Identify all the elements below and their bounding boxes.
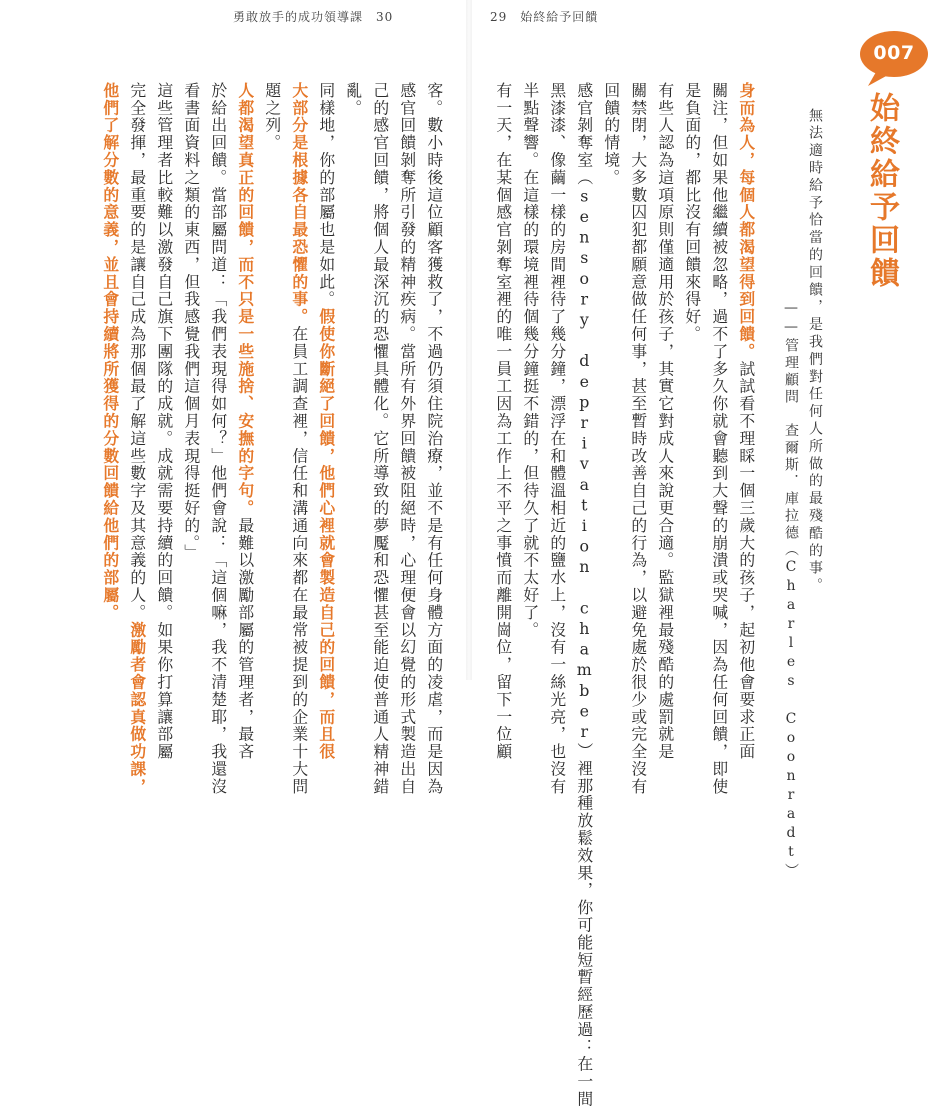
text-column xyxy=(264,82,280,672)
chapter-number-badge xyxy=(858,28,930,88)
body-text: 最難以激勵部屬的管理者，最吝 xyxy=(235,517,255,761)
highlighted-text: 假使你斷絕了回饋，他們心裡就會製造自己的回饋，而且很 xyxy=(316,308,336,761)
body-text: 題之列。 xyxy=(262,82,282,152)
text-column xyxy=(628,82,648,796)
text-column xyxy=(424,82,444,796)
text-column xyxy=(370,82,390,796)
text-column xyxy=(574,82,594,1108)
text-column xyxy=(493,82,513,761)
text-column xyxy=(397,82,417,796)
text-column xyxy=(316,82,336,761)
body-text: 這些管理者比較難以激發自己旗下團隊的成就。成就需要持續的回饋。如果你打算讓部屬 xyxy=(154,82,174,761)
body-text: 關注，但如果他繼續被忽略，過不了多久你就會聽到大聲的崩潰或哭喊，因為任何回饋，即使 xyxy=(709,82,729,796)
body-text: 在員工調查裡，信任和溝通向來都在最常被提到的企業十大問 xyxy=(289,325,309,796)
chapter-number: 007 xyxy=(873,42,915,64)
body-text: 客。數小時後這位顧客獲救了，不過仍須住院治療，並不是有任何身體方面的凌虐，而是因為 xyxy=(424,82,444,796)
highlighted-text: 人都渴望真正的回饋，而不只是一些施捨、安撫的字句。 xyxy=(235,82,255,517)
body-text: 有一天，在某個感官剝奪室裡的唯一員工因為工作上不平之事憤而離開崗位，留下一位顧 xyxy=(493,82,513,761)
epigraph-attribution: ——管理顧問 查爾斯．庫拉德（Charles Coonradt） xyxy=(783,300,799,880)
text-column xyxy=(102,82,118,672)
body-text: 同樣地，你的部屬也是如此。 xyxy=(316,82,336,309)
body-text: 己的感官回饋，將個人最深沉的恐懼具體化。它所導致的夢魘和恐懼甚至能迫使普通人精神錯 xyxy=(370,82,390,796)
running-head-right: 29 始終給予回饋 xyxy=(490,10,599,24)
text-column xyxy=(345,82,361,672)
body-text: 於給出回饋。當部屬問道：「我們表現得如何？」他們會說：「這個嘛，我不清楚耶，我還沒 xyxy=(208,82,228,796)
text-column xyxy=(736,82,756,761)
text-column xyxy=(154,82,174,761)
highlighted-text: 身而為人，每個人都渴望得到回饋。 xyxy=(736,82,756,361)
chapter-title: 始終給予回饋 xyxy=(864,92,899,290)
body-text: 半點聲響。在這樣的環境裡待個幾分鐘挺不錯的，但待久了就不太好了。 xyxy=(520,82,540,639)
body-text: 黑漆漆、像繭一樣的房間裡待了幾分鐘，漂浮在和體溫相近的鹽水上，沒有一絲光亮，也沒有 xyxy=(547,82,567,796)
running-head-left: 勇敢放手的成功領導課 30 xyxy=(233,10,394,24)
text-column xyxy=(684,82,700,672)
highlighted-text: 他們了解分數的意義，並且會持續將所獲得的分數回饋給他們的部屬。 xyxy=(100,82,120,622)
text-column xyxy=(655,82,675,761)
body-text: 感官剝奪室（sensory deprivation chamber）裡那種放鬆效果，你可能短暫經歷過：在一間 xyxy=(574,82,594,1108)
body-text: 是負面的，都比沒有回饋來得好。 xyxy=(682,82,702,343)
body-text: 亂。 xyxy=(343,82,363,117)
highlighted-text: 大部分是根據各自最恐懼的事。 xyxy=(289,82,309,326)
text-column xyxy=(603,82,619,672)
text-column xyxy=(547,82,567,796)
body-text: 回饋的情境。 xyxy=(601,82,621,187)
body-text: 看書面資料之類的東西，但我感覺我們這個月表現得挺好的。」 xyxy=(181,82,201,562)
body-text: 有些人認為這項原則僅適用於孩子，其實它對成人來說更合適。監獄裡最殘酷的處罰就是 xyxy=(655,82,675,761)
highlighted-text: 激勵者會認真做功課， xyxy=(127,621,147,796)
text-column xyxy=(235,82,255,761)
body-text: 試試看不理睬一個三歲大的孩子，起初他會要求正面 xyxy=(736,360,756,761)
body-text: 感官回饋剝奪所引發的精神疾病。當所有外界回饋被阻絕時，心理便會以幻覺的形式製造出自 xyxy=(397,82,417,796)
text-column xyxy=(208,82,228,796)
text-column xyxy=(127,82,147,796)
text-column xyxy=(289,82,309,796)
page-gutter xyxy=(466,0,472,680)
epigraph-quote: 無法適時給予恰當的回饋，是我們對任何人所做的最殘酷的事。 xyxy=(807,108,823,596)
body-text: 完全發揮，最重要的是讓自己成為那個最了解這些數字及其意義的人。 xyxy=(127,82,147,622)
text-column xyxy=(183,82,199,672)
text-column xyxy=(709,82,729,796)
body-text: 關禁閉，大多數囚犯都願意做任何事，甚至暫時改善自己的行為，以避免處於很少或完全沒有 xyxy=(628,82,648,796)
text-column xyxy=(522,82,538,672)
